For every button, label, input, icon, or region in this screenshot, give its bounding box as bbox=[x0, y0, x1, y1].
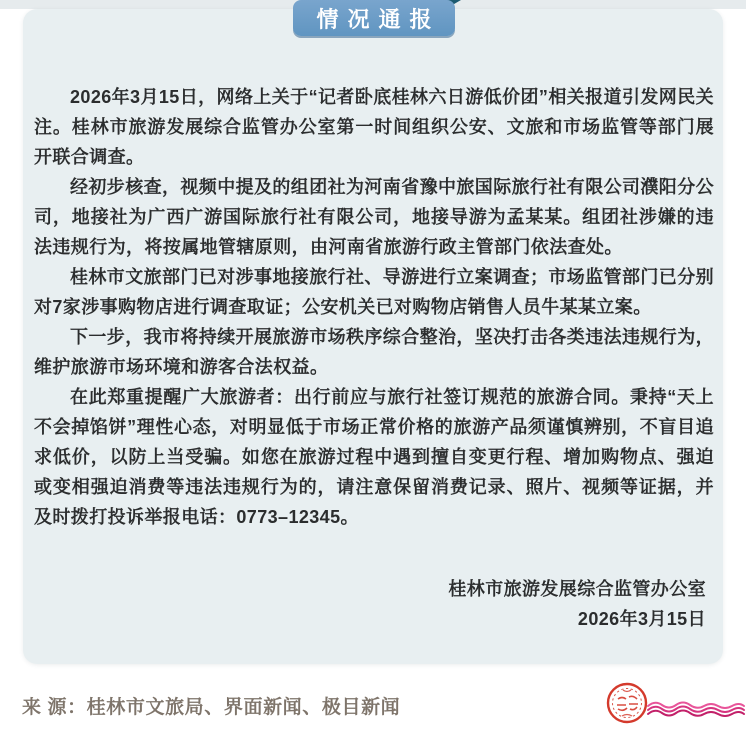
wave-decoration-icon bbox=[648, 703, 744, 717]
seal-and-waves-decoration bbox=[598, 676, 746, 730]
paragraph-intro: 2026年3月15日，网络上关于“记者卧底桂林六日游低价团”相关报道引发网民关注。桂林市旅游发展综合监管办公室第一时间组织公安、文旅和市场监管等部门展开联合调查。 bbox=[34, 87, 714, 167]
notice-title-banner bbox=[293, 0, 455, 36]
page-title: 情况通报 bbox=[316, 6, 441, 32]
paragraph-next-steps: 下一步，我市将持续开展旅游市场秩序综合整治，坚决打击各类违法违规行为，维护旅游市场环境和游客合法权益。 bbox=[34, 327, 714, 377]
signature-org: 桂林市旅游发展综合监管办公室 bbox=[448, 579, 706, 599]
paragraph-reminder: 在此郑重提醒广大旅游者：出行前应与旅行社签订规范的旅游合同。秉持“天上不会掉馅饼”理性心态，对明显低于市场正常价格的旅游产品须谨慎辨别，不盲目追求低价，以防上当受骗。如您在旅游过程中遇到擅自变更行程、增加购物点、强迫或变相强迫消费等违法违规行为的，请注意保留消费记录、照片、视频等证据，并及时拨打投诉举报电话：0773–12345。 bbox=[34, 387, 714, 527]
source-attribution: 来 源：桂林市文旅局、界面新闻、极目新闻 bbox=[22, 697, 401, 718]
paragraph-case-filing: 桂林市文旅部门已对涉事地接旅行社、导游进行立案调查；市场监管部门已分别对7家涉事购物店进行调查取证；公安机关已对购物店销售人员牛某某立案。 bbox=[34, 267, 714, 317]
paragraph-investigation: 经初步核查，视频中提及的组团社为河南省豫中旅国际旅行社有限公司濮阳分公司，地接社为广西广游国际旅行社有限公司，地接导游为孟某某。组团社涉嫌的违法违规行为，将按属地管辖原则，由河南省旅游行政主管部门依法查处。 bbox=[34, 177, 714, 257]
notice-body bbox=[34, 82, 714, 532]
signature-block bbox=[34, 574, 706, 634]
signature-date: 2026年3月15日 bbox=[577, 609, 706, 629]
official-seal-icon bbox=[608, 684, 646, 722]
